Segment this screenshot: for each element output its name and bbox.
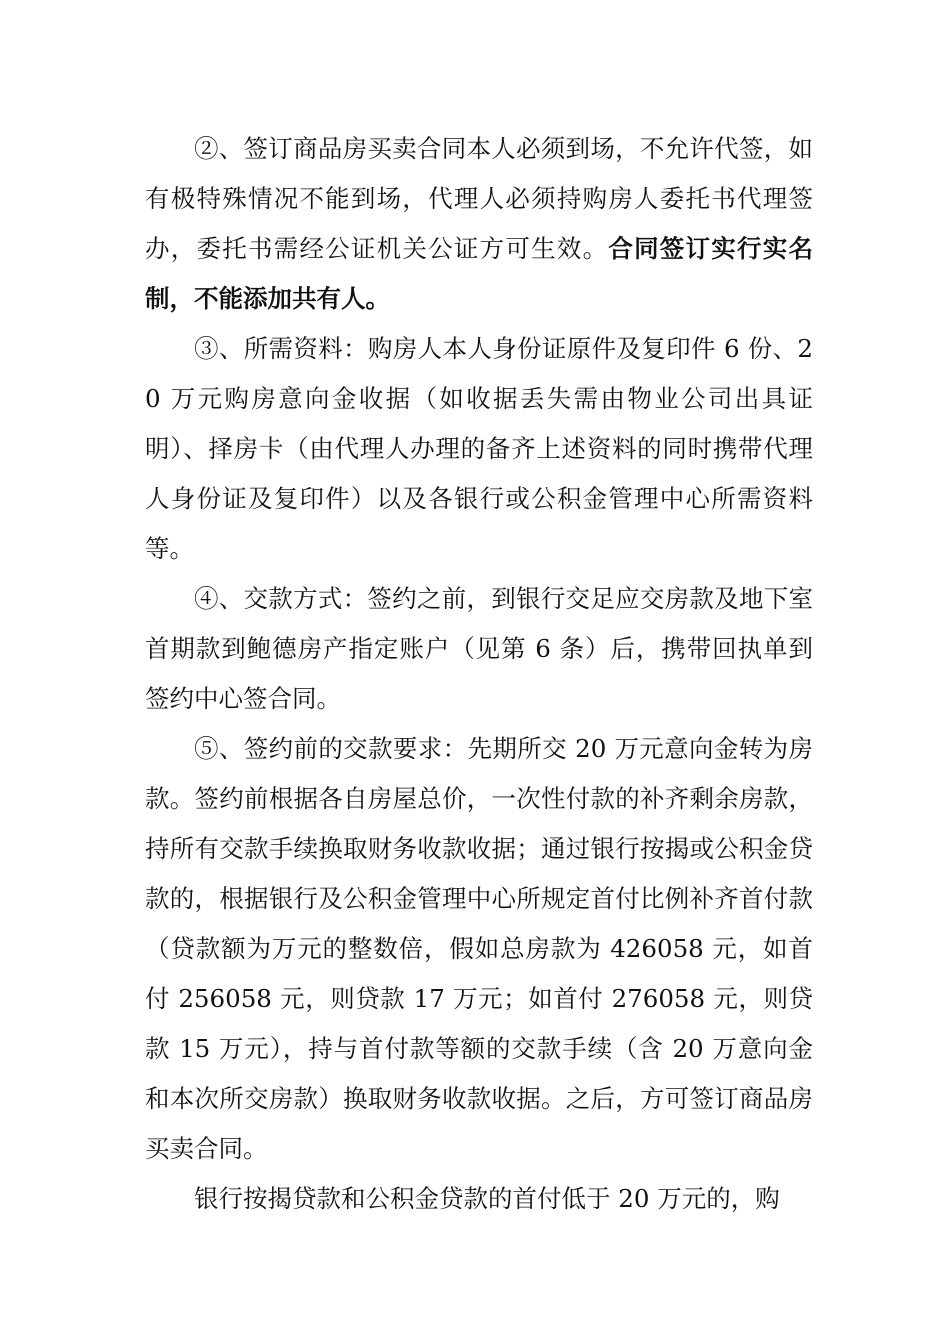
paragraph-bold-text: 合同签订实行实名制，不能添加共有人。 xyxy=(145,234,814,313)
paragraph-text: ②、签订商品房买卖合同本人必须到场，不允许代签，如有极特殊情况不能到场，代理人必须持购房人委托书代理签办，委托书需经公证机关公证方可生效。 xyxy=(145,134,813,263)
paragraph-signing-in-person xyxy=(145,124,813,324)
paragraph-loan-down-payment: 银行按揭贷款和公积金贷款的首付低于 20 万元的，购 xyxy=(194,1184,780,1213)
paragraph-required-materials: ③、所需资料：购房人本人身份证原件及复印件 6 份、20 万元购房意向金收据（如收据丢失需由物业公司出具证明）、择房卡（由代理人办理的备齐上述资料的同时携带代理人身份证及复印件）以及各银行或公积金管理中心所需资料等。 xyxy=(145,334,813,563)
paragraph-payment-method: ④、交款方式：签约之前，到银行交足应交房款及地下室首期款到鲍德房产指定账户（见第 6 条）后，携带回执单到签约中心签合同。 xyxy=(145,584,813,713)
document-body xyxy=(145,124,813,1224)
paragraph-payment-requirements: ⑤、签约前的交款要求：先期所交 20 万元意向金转为房款。签约前根据各自房屋总价，一次性付款的补齐剩余房款，持所有交款手续换取财务收款收据；通过银行按揭或公积金贷款的，根据银行及公积金管理中心所规定首付比例补齐首付款（贷款额为万元的整数倍，假如总房款为 426058 元，如首付 256058 元，则贷款 17 万元；如首付 276058 元，则贷款 15 万元），持与首付款等额的交款手续（含 20 万意向金和本次所交房款）换取财务收款收据。之后，方可签订商品房买卖合同。 xyxy=(145,734,813,1163)
